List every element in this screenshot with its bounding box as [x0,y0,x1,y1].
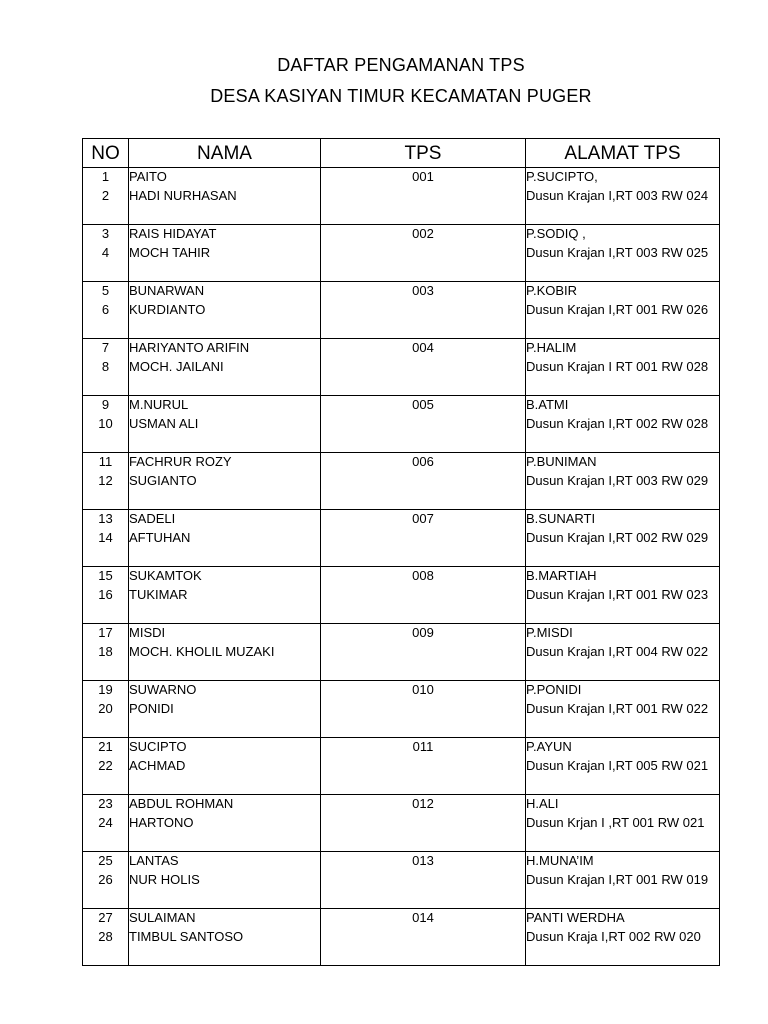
no-second: 20 [98,700,113,716]
nama-second: SUGIANTO [129,472,197,488]
nama-first: SUWARNO [129,682,197,697]
cell-alamat [526,738,720,795]
cell-alamat [526,339,720,396]
table-row [83,225,720,282]
alamat-contact: P.MISDI [526,625,573,640]
alamat-address: Dusun Krajan I,RT 001 RW 022 [526,700,709,716]
no-first: 3 [101,226,110,241]
cell-nama [129,396,321,453]
cell-tps [321,681,526,738]
nama-first: PAITO [129,169,167,184]
alamat-address: Dusun Krajan I,RT 003 RW 025 [526,244,709,260]
no-second: 28 [98,928,113,944]
cell-tps [321,738,526,795]
cell-alamat [526,624,720,681]
nama-first: SUKAMTOK [129,568,202,583]
cell-tps [321,453,526,510]
cell-nama [129,852,321,909]
cell-alamat [526,567,720,624]
nama-second: USMAN ALI [129,415,199,431]
cell-alamat [526,282,720,339]
tps-number: 009 [412,625,434,640]
alamat-contact: H.ALI [526,796,559,811]
alamat-address: Dusun Krajan I,RT 002 RW 029 [526,529,709,545]
nama-first: MISDI [129,625,166,640]
no-first: 13 [98,511,113,526]
tps-number: 011 [412,739,434,754]
alamat-contact: B.SUNARTI [526,511,596,526]
table-row [83,795,720,852]
cell-no [83,567,129,624]
header-tps: TPS [321,139,526,168]
alamat-address: Dusun Krajan I,RT 005 RW 021 [526,757,709,773]
cell-no [83,396,129,453]
no-second: 26 [98,871,113,887]
cell-nama [129,453,321,510]
alamat-contact: P.SUCIPTO, [526,169,598,184]
alamat-contact: P.KOBIR [526,283,578,298]
alamat-address: Dusun Krajan I,RT 001 RW 019 [526,871,709,887]
cell-no [83,453,129,510]
tps-number: 010 [412,682,434,697]
no-second: 22 [98,757,113,773]
nama-second: MOCH TAHIR [129,244,211,260]
tps-number: 004 [412,340,434,355]
no-first: 19 [98,682,113,697]
tps-number: 007 [412,511,434,526]
cell-alamat [526,795,720,852]
cell-alamat [526,681,720,738]
title-line-2: DESA KASIYAN TIMUR KECAMATAN PUGER [210,86,592,106]
cell-tps [321,396,526,453]
header-no: NO [83,139,129,168]
table-row [83,510,720,567]
nama-second: TIMBUL SANTOSO [129,928,244,944]
alamat-contact: B.MARTIAH [526,568,597,583]
cell-nama [129,567,321,624]
no-first: 17 [98,625,113,640]
alamat-address: Dusun Krajan I,RT 001 RW 023 [526,586,709,602]
no-first: 1 [101,169,110,184]
no-second: 8 [101,358,110,374]
no-second: 4 [101,244,110,260]
no-second: 18 [98,643,113,659]
title-line-1: DAFTAR PENGAMANAN TPS [277,55,525,75]
table-row [83,339,720,396]
alamat-address: Dusun Krajan I,RT 002 RW 028 [526,415,709,431]
nama-first: LANTAS [129,853,179,868]
cell-no [83,681,129,738]
alamat-address: Dusun Krajan I,RT 003 RW 029 [526,472,709,488]
nama-first: M.NURUL [129,397,189,412]
cell-nama [129,510,321,567]
cell-nama [129,795,321,852]
no-first: 11 [98,454,113,469]
alamat-contact: P.AYUN [526,739,572,754]
no-first: 23 [98,796,113,811]
nama-second: TUKIMAR [129,586,188,602]
cell-no [83,624,129,681]
cell-nama [129,681,321,738]
alamat-address: Dusun Krjan I ,RT 001 RW 021 [526,814,705,830]
alamat-contact: P.BUNIMAN [526,454,597,469]
cell-nama [129,339,321,396]
cell-nama [129,168,321,225]
tps-number: 006 [412,454,434,469]
tps-number: 008 [412,568,434,583]
table-row [83,852,720,909]
table-row [83,909,720,966]
nama-second: PONIDI [129,700,174,716]
no-first: 15 [98,568,113,583]
cell-alamat [526,396,720,453]
cell-no [83,852,129,909]
table-row [83,282,720,339]
cell-nama [129,225,321,282]
no-second: 16 [98,586,113,602]
cell-alamat [526,852,720,909]
tps-number: 005 [412,397,434,412]
no-first: 5 [101,283,110,298]
no-first: 25 [98,853,113,868]
tps-number: 003 [412,283,434,298]
table-row [83,681,720,738]
cell-no [83,339,129,396]
cell-tps [321,852,526,909]
table-row [83,453,720,510]
cell-alamat [526,168,720,225]
nama-second: HARTONO [129,814,194,830]
cell-tps [321,168,526,225]
tps-number: 013 [412,853,434,868]
no-second: 2 [101,187,110,203]
cell-alamat [526,909,720,966]
cell-no [83,510,129,567]
cell-nama [129,909,321,966]
table-body [83,168,720,966]
cell-tps [321,510,526,567]
no-first: 7 [101,340,110,355]
nama-second: NUR HOLIS [129,871,200,887]
cell-tps [321,795,526,852]
cell-alamat [526,510,720,567]
no-second: 12 [98,472,113,488]
cell-nama [129,738,321,795]
nama-first: RAIS HIDAYAT [129,226,217,241]
nama-second: ACHMAD [129,757,186,773]
cell-nama [129,624,321,681]
alamat-contact: B.ATMI [526,397,569,412]
alamat-contact: PANTI WERDHA [526,910,625,925]
nama-second: MOCH. KHOLIL MUZAKI [129,643,275,659]
nama-first: ABDUL ROHMAN [129,796,234,811]
nama-first: SADELI [129,511,176,526]
cell-no [83,225,129,282]
nama-second: MOCH. JAILANI [129,358,224,374]
no-first: 9 [101,397,110,412]
tps-number: 002 [412,226,434,241]
cell-no [83,909,129,966]
alamat-address: Dusun Krajan I RT 001 RW 028 [526,358,709,374]
nama-first: BUNARWAN [129,283,205,298]
no-second: 10 [98,415,113,431]
cell-tps [321,624,526,681]
no-first: 21 [98,739,113,754]
table-row [83,396,720,453]
cell-alamat [526,453,720,510]
alamat-address: Dusun Krajan I,RT 004 RW 022 [526,643,709,659]
cell-no [83,168,129,225]
no-second: 14 [98,529,113,545]
no-second: 6 [101,301,110,317]
alamat-contact: P.SODIQ , [526,226,586,241]
nama-first: FACHRUR ROZY [129,454,232,469]
table-row [83,567,720,624]
nama-second: HADI NURHASAN [129,187,237,203]
tps-number: 012 [412,796,434,811]
alamat-contact: P.PONIDI [526,682,582,697]
no-second: 24 [98,814,113,830]
alamat-address: Dusun Krajan I,RT 003 RW 024 [526,187,709,203]
table-row [83,168,720,225]
alamat-address: Dusun Krajan I,RT 001 RW 026 [526,301,709,317]
tps-security-table [82,138,720,966]
cell-no [83,282,129,339]
cell-no [83,795,129,852]
cell-nama [129,282,321,339]
header-alamat: ALAMAT TPS [526,139,720,168]
no-first: 27 [98,910,113,925]
tps-number: 001 [412,169,434,184]
alamat-contact: P.HALIM [526,340,577,355]
header-nama: NAMA [129,139,321,168]
nama-first: SUCIPTO [129,739,187,754]
cell-tps [321,225,526,282]
cell-tps [321,909,526,966]
cell-no [83,738,129,795]
document-title [0,50,768,112]
nama-second: AFTUHAN [129,529,191,545]
cell-alamat [526,225,720,282]
cell-tps [321,282,526,339]
nama-second: KURDIANTO [129,301,206,317]
table-row [83,738,720,795]
alamat-address: Dusun Kraja I,RT 002 RW 020 [526,928,701,944]
alamat-contact: H.MUNA’IM [526,853,594,868]
cell-tps [321,339,526,396]
table-row [83,624,720,681]
nama-first: HARIYANTO ARIFIN [129,340,250,355]
cell-tps [321,567,526,624]
nama-first: SULAIMAN [129,910,196,925]
tps-number: 014 [412,910,434,925]
table-header-row [83,139,720,168]
